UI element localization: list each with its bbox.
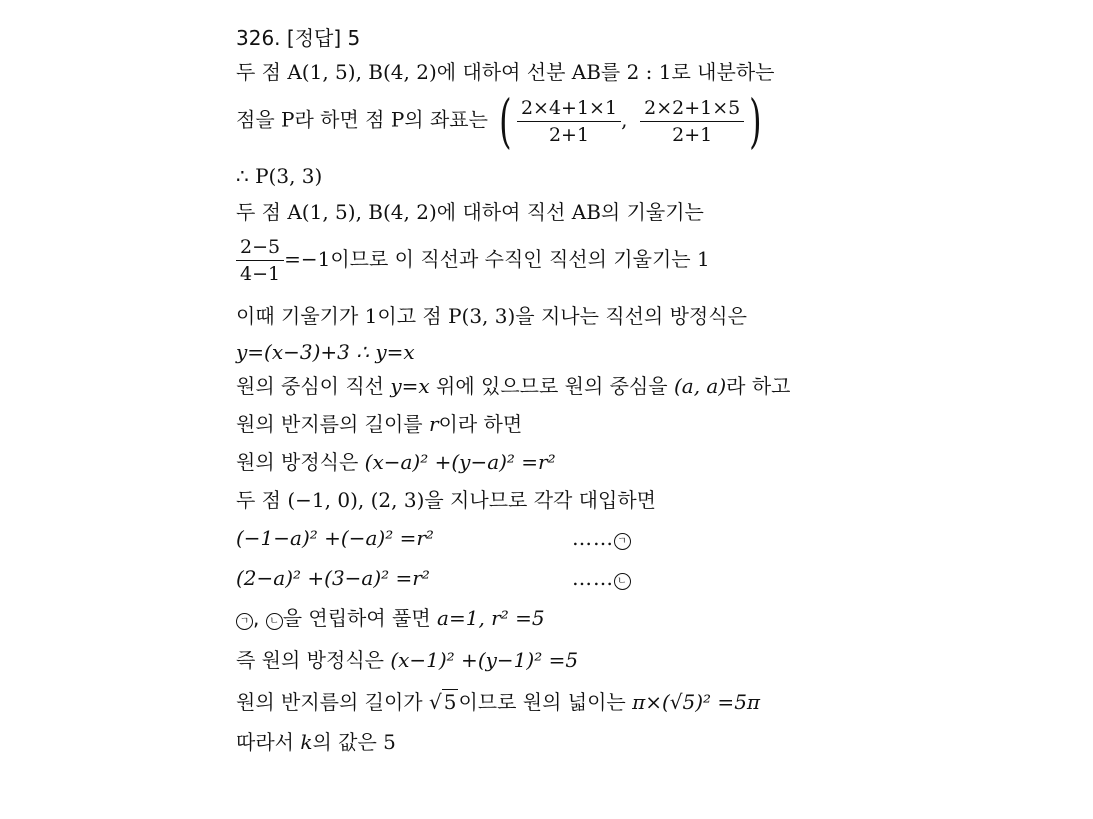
math: r (428, 412, 439, 436)
circled-giyeok-label: ㄱ (236, 613, 253, 630)
text: 을 지나는 직선의 방정식은 (515, 304, 747, 328)
text-line-3: ∴ P(3, 3) (236, 164, 323, 188)
equation-2 (236, 566, 430, 590)
problem-title: 326. [정답] 5 (236, 26, 361, 50)
math: P(3, 3) (448, 304, 516, 328)
fraction-numerator: 2×2+1×5 (640, 95, 744, 122)
text: 따라서 (236, 730, 301, 754)
math: (x−a)² +(y−a)² =r² (364, 450, 556, 474)
text: 이때 기울기가 (236, 304, 365, 328)
math: (x−1)² +(y−1)² =5 (390, 648, 579, 672)
text: 두 점 (236, 488, 288, 512)
text: 원의 반지름의 길이가 (236, 690, 429, 714)
text: 위에 있으므로 원의 중심을 (429, 374, 674, 398)
math: (a, a) (673, 374, 727, 398)
math: 1 (364, 304, 378, 328)
slope-fraction (236, 234, 284, 287)
math: 5 (383, 730, 396, 754)
left-paren: ( (499, 87, 512, 155)
text: 라 하면 점 (294, 107, 391, 132)
equation-2-tag (572, 566, 631, 590)
text: 이므로 원의 넓이는 (458, 690, 633, 714)
math: π×(√5)² =5π (632, 690, 761, 714)
text: , (253, 606, 266, 630)
math: A(1, 5), B(4, 2) (287, 200, 437, 224)
text: 을 지나므로 각각 대입하면 (424, 488, 656, 512)
text: 의 기울기는 (600, 200, 704, 224)
text: 을 연립하여 풀면 (282, 606, 438, 630)
text-line-10 (236, 450, 556, 474)
right-paren: ) (749, 87, 762, 155)
equation-1-tag (572, 526, 631, 550)
text-line-4 (236, 200, 704, 224)
math: P (281, 107, 295, 132)
math: AB (571, 60, 601, 84)
text: 에 대하여 선분 (436, 60, 572, 84)
text: 즉 원의 방정식은 (236, 648, 391, 672)
text: 원의 중심이 직선 (236, 374, 391, 398)
math: y=x (390, 374, 430, 398)
text-line-6 (236, 304, 747, 328)
math: a=1, r² =5 (437, 606, 545, 630)
dots: …… (572, 526, 614, 550)
text-line-1 (236, 60, 774, 84)
math: (2−a)² +(3−a)² =r² (236, 566, 430, 590)
equation-1 (236, 526, 434, 550)
text: 라 하고 (726, 374, 791, 398)
fraction-numerator: 2−5 (236, 234, 284, 261)
text: 점을 (236, 107, 281, 132)
text: 의 좌표는 (404, 107, 495, 132)
fraction-numerator: 2×4+1×1 (517, 95, 621, 122)
text-line-2 (236, 87, 767, 155)
text-line-16 (236, 690, 760, 714)
math: =−1 (284, 247, 331, 271)
text: 의 값은 (312, 730, 384, 754)
text-line-8 (236, 374, 790, 398)
math: AB (571, 200, 601, 224)
circled-nieun-label: ㄴ (266, 613, 283, 630)
radicand: 5 (443, 690, 457, 714)
text-line-9 (236, 412, 522, 436)
text: 이라 하면 (438, 412, 523, 436)
text: 로 내분하는 (671, 60, 775, 84)
fraction-y (640, 95, 744, 148)
text-line-17 (236, 730, 396, 754)
text-line-5 (236, 234, 710, 287)
circled-nieun-label: ㄴ (614, 573, 631, 590)
text: 원의 반지름의 길이를 (236, 412, 429, 436)
text: 두 점 (236, 60, 288, 84)
dots: …… (572, 566, 614, 590)
math: (−1−a)² +(−a)² =r² (236, 526, 434, 550)
circled-giyeok-label: ㄱ (614, 533, 631, 550)
text: 원의 방정식은 (236, 450, 365, 474)
text: 이므로 이 직선과 수직인 직선의 기울기는 (330, 247, 697, 271)
fraction-x (517, 95, 621, 148)
comma: , (621, 107, 641, 132)
text: 를 (600, 60, 627, 84)
math: 2 : 1 (626, 60, 672, 84)
text-line-14 (236, 606, 545, 630)
math: P (390, 107, 405, 132)
sqrt-5: √ 5 (428, 690, 457, 714)
fraction-denominator: 2+1 (548, 123, 590, 146)
fraction-denominator: 2+1 (672, 123, 713, 146)
text: 에 대하여 직선 (436, 200, 572, 224)
text: 두 점 (236, 200, 288, 224)
text: 이고 점 (377, 304, 449, 328)
math: (−1, 0), (2, 3) (287, 488, 425, 512)
fraction-denominator: 4−1 (240, 263, 281, 285)
math: A(1, 5), B(4, 2) (287, 60, 437, 84)
text-line-11 (236, 488, 656, 512)
text-line-7: y=(x−3)+3 ∴ y=x (236, 340, 415, 364)
math: 1 (696, 247, 710, 271)
text-line-15 (236, 648, 578, 672)
math: k (300, 730, 313, 754)
